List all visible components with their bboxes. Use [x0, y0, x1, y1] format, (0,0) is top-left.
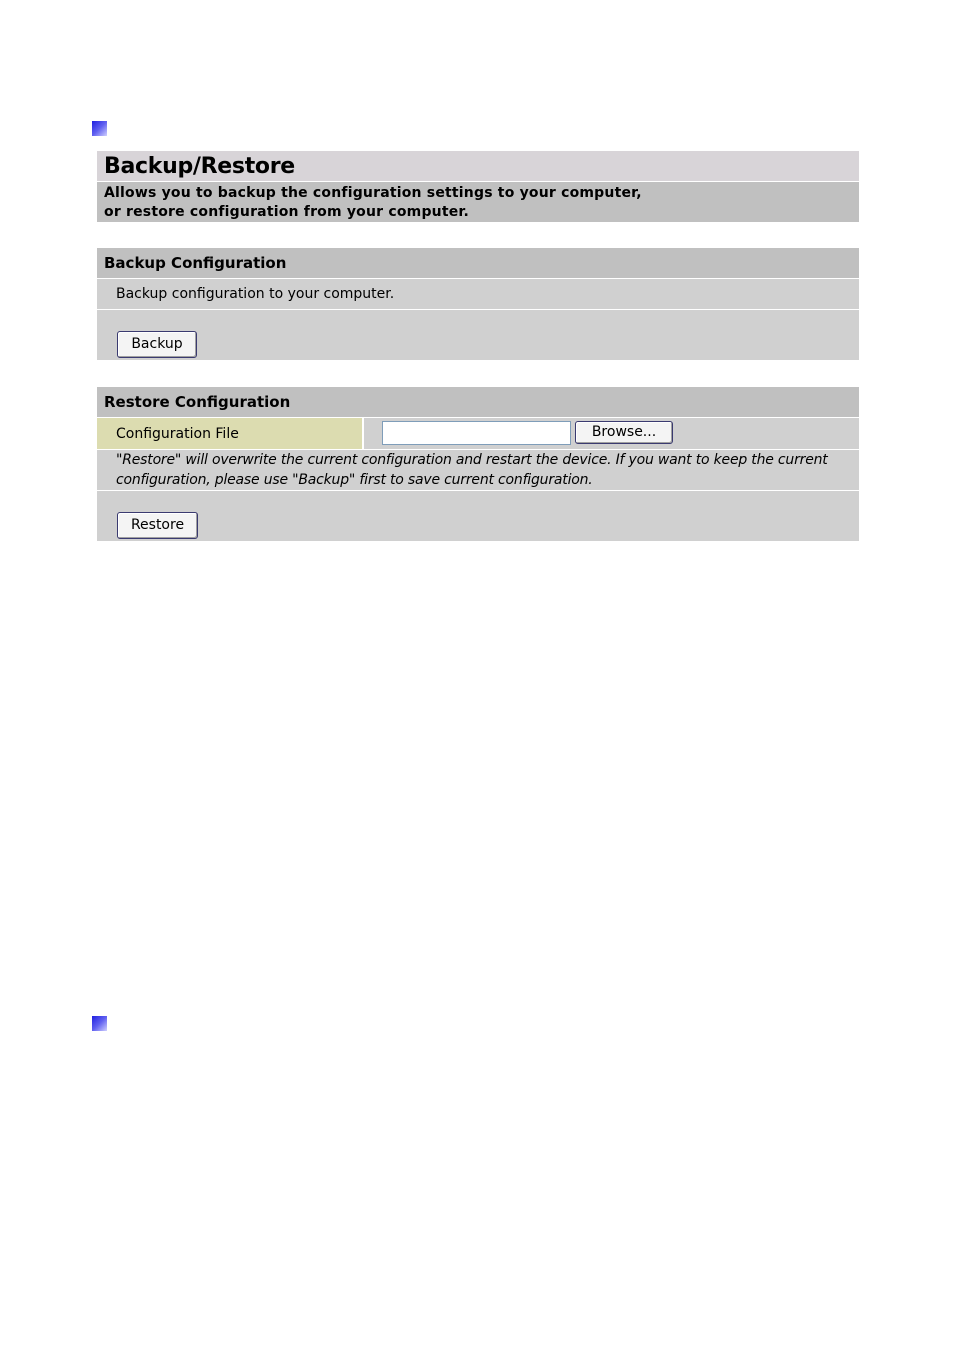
backup-button[interactable]: Backup [117, 331, 197, 358]
config-file-input-cell [364, 418, 859, 449]
config-file-row [97, 418, 859, 450]
browse-button[interactable]: Browse... [575, 421, 673, 444]
backup-configuration-section [97, 248, 859, 360]
page-header [97, 151, 859, 222]
restore-note-line-2: configuration, please use "Backup" first to save current configuration. [116, 472, 593, 488]
restore-button-row [97, 491, 859, 541]
restore-note-line-1: "Restore" will overwrite the current configuration and restart the device. If you want to keep the current [116, 452, 828, 468]
page-title: Backup/Restore [97, 151, 859, 182]
page-description [97, 182, 859, 222]
restore-configuration-section [97, 387, 859, 541]
config-file-label: Configuration File [97, 418, 364, 449]
backup-button-row [97, 310, 859, 360]
restore-button[interactable]: Restore [117, 512, 198, 539]
square-bullet-icon [92, 121, 107, 136]
restore-section-header: Restore Configuration [97, 387, 859, 418]
restore-warning-note [97, 450, 859, 491]
backup-section-header: Backup Configuration [97, 248, 859, 279]
page-description-line-1: Allows you to backup the configuration settings to your computer, [104, 185, 642, 201]
config-file-input[interactable] [382, 421, 571, 445]
backup-description: Backup configuration to your computer. [97, 279, 859, 310]
page-description-line-2: or restore configuration from your computer. [104, 204, 470, 220]
square-bullet-icon [92, 1016, 107, 1031]
